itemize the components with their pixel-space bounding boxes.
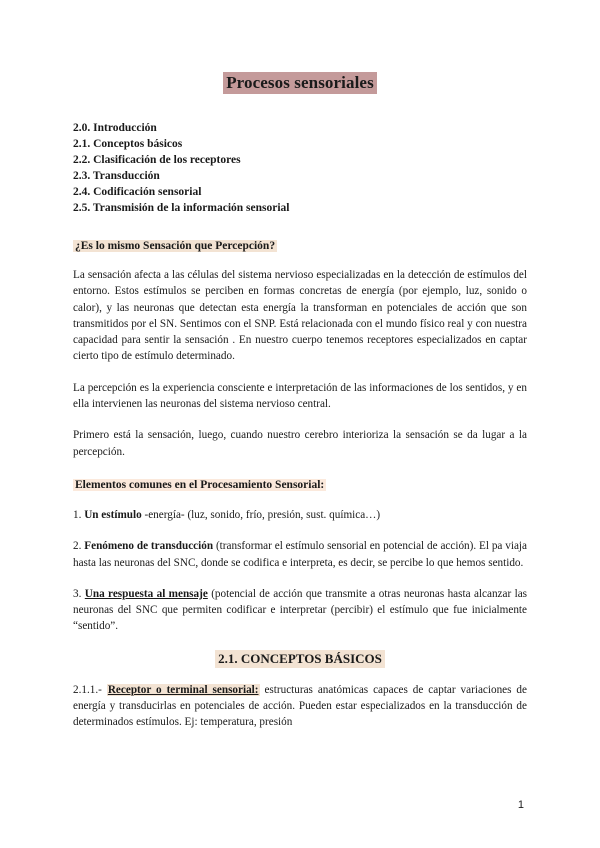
document-page xyxy=(73,72,527,746)
big-section-heading: 2.1. CONCEPTOS BÁSICOS xyxy=(215,650,385,668)
toc-item: 2.4. Codificación sensorial xyxy=(73,186,202,198)
item-term: Un estímulo xyxy=(84,508,142,521)
toc-item: 2.3. Transducción xyxy=(73,170,160,182)
list-item xyxy=(73,507,527,523)
item-term: Fenómeno de transducción xyxy=(84,540,214,553)
list-item xyxy=(73,538,527,571)
toc-item: 2.2. Clasificación de los receptores xyxy=(73,154,241,166)
page-number: 1 xyxy=(517,799,524,811)
item-text: (potencial de acción que transmite a otras neuronas hasta alcanzar las neuronas del SNC que permiten codificar e interpretar (percibir) el estímulo que fue inicialmente “sentido”. xyxy=(73,587,528,633)
concept-term: Receptor o terminal sensorial: xyxy=(107,683,259,696)
paragraph-sensacion: La sensación afecta a las células del sistema nervioso especializadas en la detección de estímulos del entorno. Estos estímulos se perciben en formas concretas de energía (por ejemplo, luz, sonido o calor), y las neuronas que detectan esta energía la transforman en potenciales de acción que son transmitidos por el SN. Sentimos con el SNP. Está relacionada con el mundo físico real y con nuestra capacidad para sentir la sensación . En nuestro cuerpo tenemos receptores especializados en captar cierto tipo de estímulo determinado. xyxy=(73,269,527,363)
item-text: -energía- (luz, sonido, frío, presión, sust. química…) xyxy=(141,508,381,521)
list-item xyxy=(73,586,527,635)
concept-text: estructuras anatómicas capaces de captar variaciones de energía y transducirlas en potenciales de acción. Pueden estar especializados en la transducción de determinados estímulos. Ej: temperatura, presión xyxy=(73,683,527,729)
toc-item: 2.0. Introducción xyxy=(73,122,157,134)
question-heading: ¿Es lo mismo Sensación que Percepción? xyxy=(75,240,276,252)
item-number: 2. xyxy=(73,540,82,553)
page-title: Procesos sensoriales xyxy=(223,72,377,94)
item-text: (transformar el estímulo sensorial en potencial de acción). El pa viaja hasta las neuronas del SNC, donde se codifica e interpreta, es decir, se percibe lo que hemos sentido. xyxy=(73,540,528,569)
item-number: 3. xyxy=(73,587,82,600)
concept-paragraph xyxy=(73,682,527,731)
table-of-contents xyxy=(73,120,527,216)
section-heading-wrap xyxy=(73,475,527,493)
big-section-heading-wrap xyxy=(73,650,527,668)
question-heading-wrap xyxy=(73,236,527,254)
item-number: 1. xyxy=(73,508,82,521)
toc-item: 2.1. Conceptos básicos xyxy=(73,138,183,150)
concept-number: 2.1.1.- xyxy=(73,683,102,696)
section-heading: Elementos comunes en el Procesamiento Sensorial: xyxy=(75,478,325,491)
paragraph-percepcion: La percepción es la experiencia consciente e interpretación de las informaciones de los sentidos, y en ella intervienen las neuronas del sistema nervioso central. xyxy=(73,381,527,411)
toc-item: 2.5. Transmisión de la información sensorial xyxy=(73,202,290,214)
title-wrap xyxy=(73,72,527,94)
item-term: Una respuesta al mensaje xyxy=(84,587,208,600)
paragraph-primero: Primero está la sensación, luego, cuando nuestro cerebro interioriza la sensación se da lugar a la percepción. xyxy=(73,429,527,458)
